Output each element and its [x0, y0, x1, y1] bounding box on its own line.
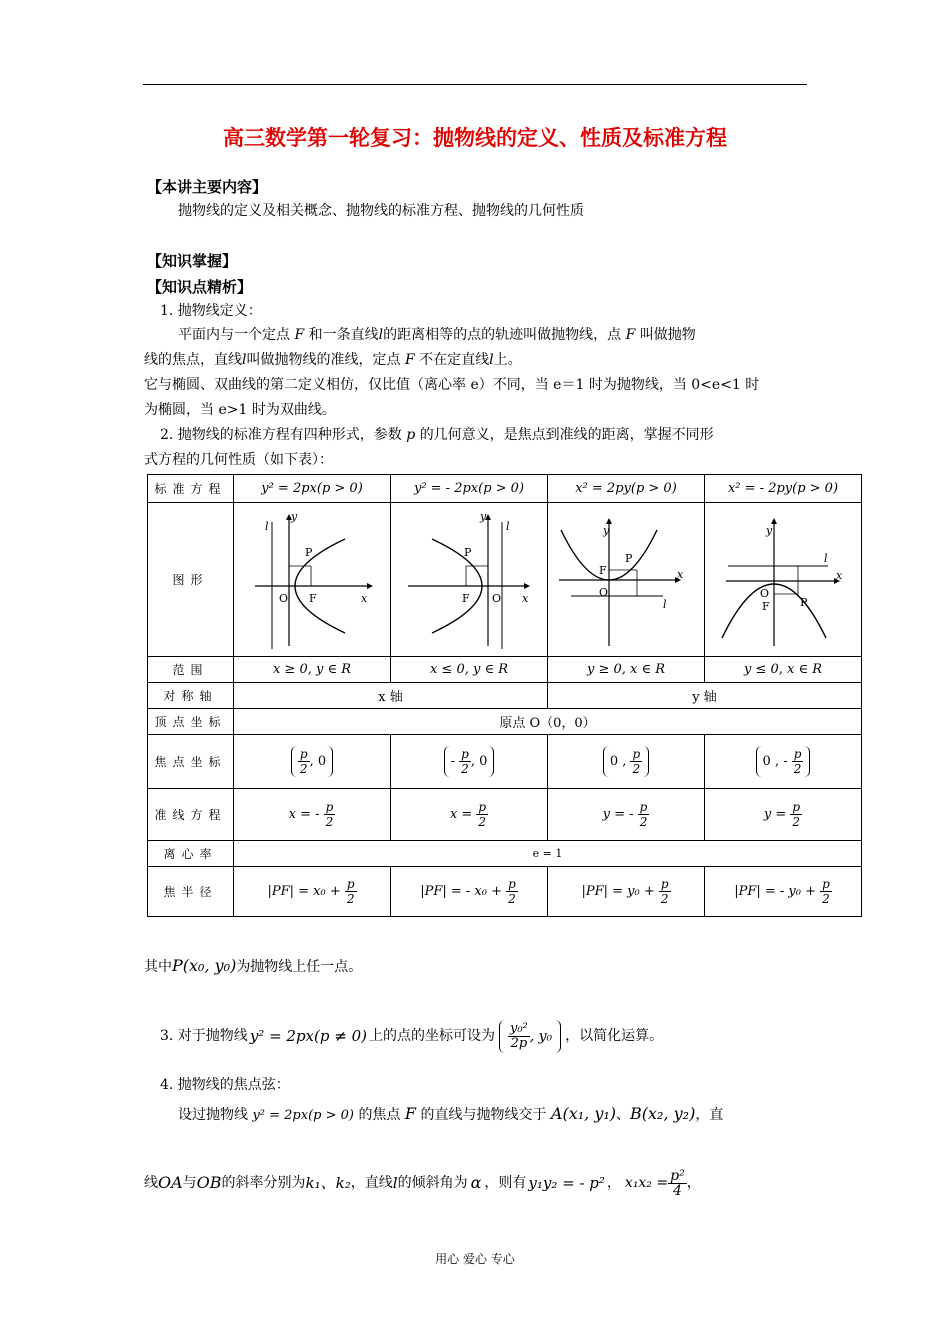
fig3-directrix-label: l: [663, 597, 667, 611]
directrix-2: x = $\frac{p}{2}$: [391, 789, 548, 841]
row-axis: [148, 683, 862, 709]
item1-line2: 线的焦点，直线l叫做抛物线的准线，定点 F 不在定直线l上。: [144, 352, 522, 368]
row-focal-radius: [148, 867, 862, 917]
row-eccentricity: [148, 841, 862, 867]
item1-title: 1. 抛物线定义：: [160, 303, 262, 319]
label-focal-radius: 焦半径: [148, 867, 234, 917]
label-axis: 对称轴: [148, 683, 234, 709]
item1-line3: 它与椭圆、双曲线的第二定义相仿，仅比值（离心率 e）不同，当 e＝1 时为抛物线，当 0<e<1 时: [144, 377, 760, 393]
parabola-left-figure: [394, 504, 544, 652]
equation-1: y² = 2px(p > 0): [234, 475, 391, 503]
footer-text: 用心 爱心 专心: [435, 1252, 515, 1266]
fig4-directrix-label: l: [824, 551, 828, 565]
fig4-focus-label: F: [762, 599, 770, 613]
focus-4: 0 , - $\frac{p}{2}$: [705, 735, 862, 789]
item3-line: 3. 对于抛物线 y² = 2px(p ≠ 0) 上的点的坐标可设为 $\frac{\text{y₀²}}{2p}$ , y₀ ，以简化运算。: [160, 1020, 664, 1051]
focal-radius-4: |PF| = - y₀ + $\frac{p}{2}$: [705, 867, 862, 917]
fig2-origin-label: O: [492, 591, 502, 605]
item4-line1: 设过抛物线 y² = 2px(p > 0) 的焦点 F 的直线与抛物线交于 A(x₁, y₁)、B(x₂, y₂)，直: [178, 1104, 724, 1123]
axis-y: y 轴: [548, 683, 862, 709]
fig2-x-label: x: [522, 591, 529, 605]
fig3-origin-label: O: [599, 585, 609, 599]
item2-line2: 式方程的几何性质（如下表）：: [144, 452, 333, 468]
focal-radius-3: |PF| = y₀ + $\frac{p}{2}$: [548, 867, 705, 917]
row-directrix: [148, 789, 862, 841]
parabola-right-figure: [237, 504, 387, 652]
fig1-x-label: x: [361, 591, 368, 605]
fig3-focus-label: F: [599, 563, 607, 577]
fig3-point-label: P: [625, 551, 633, 565]
section-heading-knowledge: 【知识掌握】: [147, 252, 238, 270]
fig1-y-label: y: [291, 509, 298, 523]
item1-line4: 为椭圆，当 e>1 时为双曲线。: [144, 402, 336, 418]
directrix-3: y = - $\frac{p}{2}$: [548, 789, 705, 841]
directrix-4: y = $\frac{p}{2}$: [705, 789, 862, 841]
label-range: 范围: [148, 657, 234, 683]
label-focus: 焦点坐标: [148, 735, 234, 789]
fig3-x-label: x: [677, 567, 684, 581]
fig1-focus-label: F: [309, 591, 317, 605]
equation-2: y² = - 2px(p > 0): [391, 475, 548, 503]
header-rule: [143, 84, 807, 85]
parabola-down-figure: [708, 504, 858, 652]
label-figure: 图形: [148, 503, 234, 657]
row-equation: [148, 475, 862, 503]
range-4: y ≤ 0, x ∈ R: [705, 657, 862, 683]
section-heading-analysis: 【知识点精析】: [147, 278, 253, 296]
fig4-y-label: y: [766, 523, 773, 537]
fig4-x-label: x: [836, 568, 843, 582]
item4-line2: 线 OA 与 OB 的斜率分别为 k₁、k₂ ，直线 l 的倾斜角为 α ，则有 y₁y₂ = - p² ， x₁x₂ = $\frac{\text{p²}}{4}$ ，: [144, 1167, 701, 1199]
focus-1: $\frac{p}{2}$ , 0: [234, 735, 391, 789]
label-eccentricity: 离心率: [148, 841, 234, 867]
fig2-directrix-label: l: [506, 519, 510, 533]
row-vertex: [148, 709, 862, 735]
focal-radius-2: |PF| = - x₀ + $\frac{p}{2}$: [391, 867, 548, 917]
figure-cell-1: [234, 503, 391, 657]
fig2-y-label: y: [480, 509, 487, 523]
range-2: x ≤ 0, y ∈ R: [391, 657, 548, 683]
label-equation: 标准方程: [148, 475, 234, 503]
parabola-up-figure: [551, 504, 701, 652]
fig2-point-label: P: [464, 545, 472, 559]
figure-cell-2: [391, 503, 548, 657]
row-figure: [148, 503, 862, 657]
axis-x: x 轴: [234, 683, 548, 709]
item4-title: 4. 抛物线的焦点弦：: [160, 1077, 290, 1093]
row-range: [148, 657, 862, 683]
item2-line1: 2. 抛物线的标准方程有四种形式，参数 p 的几何意义，是焦点到准线的距离，掌握不同形: [160, 427, 714, 443]
section-heading-content: 【本讲主要内容】: [147, 178, 268, 196]
focal-radius-1: |PF| = x₀ + $\frac{p}{2}$: [234, 867, 391, 917]
section-content-text: 抛物线的定义及相关概念、抛物线的标准方程、抛物线的几何性质: [178, 203, 584, 219]
focus-3: 0 , $\frac{p}{2}$: [548, 735, 705, 789]
range-3: y ≥ 0, x ∈ R: [548, 657, 705, 683]
vertex-value: 原点 O（0，0）: [234, 709, 862, 735]
page-title: 高三数学第一轮复习：抛物线的定义、性质及标准方程: [223, 126, 727, 150]
row-focus: [148, 735, 862, 789]
figure-cell-3: [548, 503, 705, 657]
directrix-1: x = - $\frac{p}{2}$: [234, 789, 391, 841]
fig2-focus-label: F: [462, 591, 470, 605]
fig1-directrix-label: l: [265, 519, 269, 533]
fig1-point-label: P: [305, 545, 313, 559]
fig4-point-label: P: [800, 595, 808, 609]
equation-4: x² = - 2py(p > 0): [705, 475, 862, 503]
figure-cell-4: [705, 503, 862, 657]
focus-2: - $\frac{p}{2}$ , 0: [391, 735, 548, 789]
equation-3: x² = 2py(p > 0): [548, 475, 705, 503]
label-directrix: 准线方程: [148, 789, 234, 841]
fig3-y-label: y: [603, 523, 610, 537]
parabola-properties-table: [147, 474, 862, 917]
fig4-origin-label: O: [760, 586, 770, 600]
label-vertex: 顶点坐标: [148, 709, 234, 735]
note-line: 其中P(x₀, y₀)为抛物线上任一点。: [144, 956, 363, 975]
range-1: x ≥ 0, y ∈ R: [234, 657, 391, 683]
fig1-origin-label: O: [279, 591, 289, 605]
eccentricity-value: e = 1: [234, 841, 862, 867]
item1-line1: 平面内与一个定点 F 和一条直线l的距离相等的点的轨迹叫做抛物线，点 F 叫做抛物: [178, 327, 696, 343]
